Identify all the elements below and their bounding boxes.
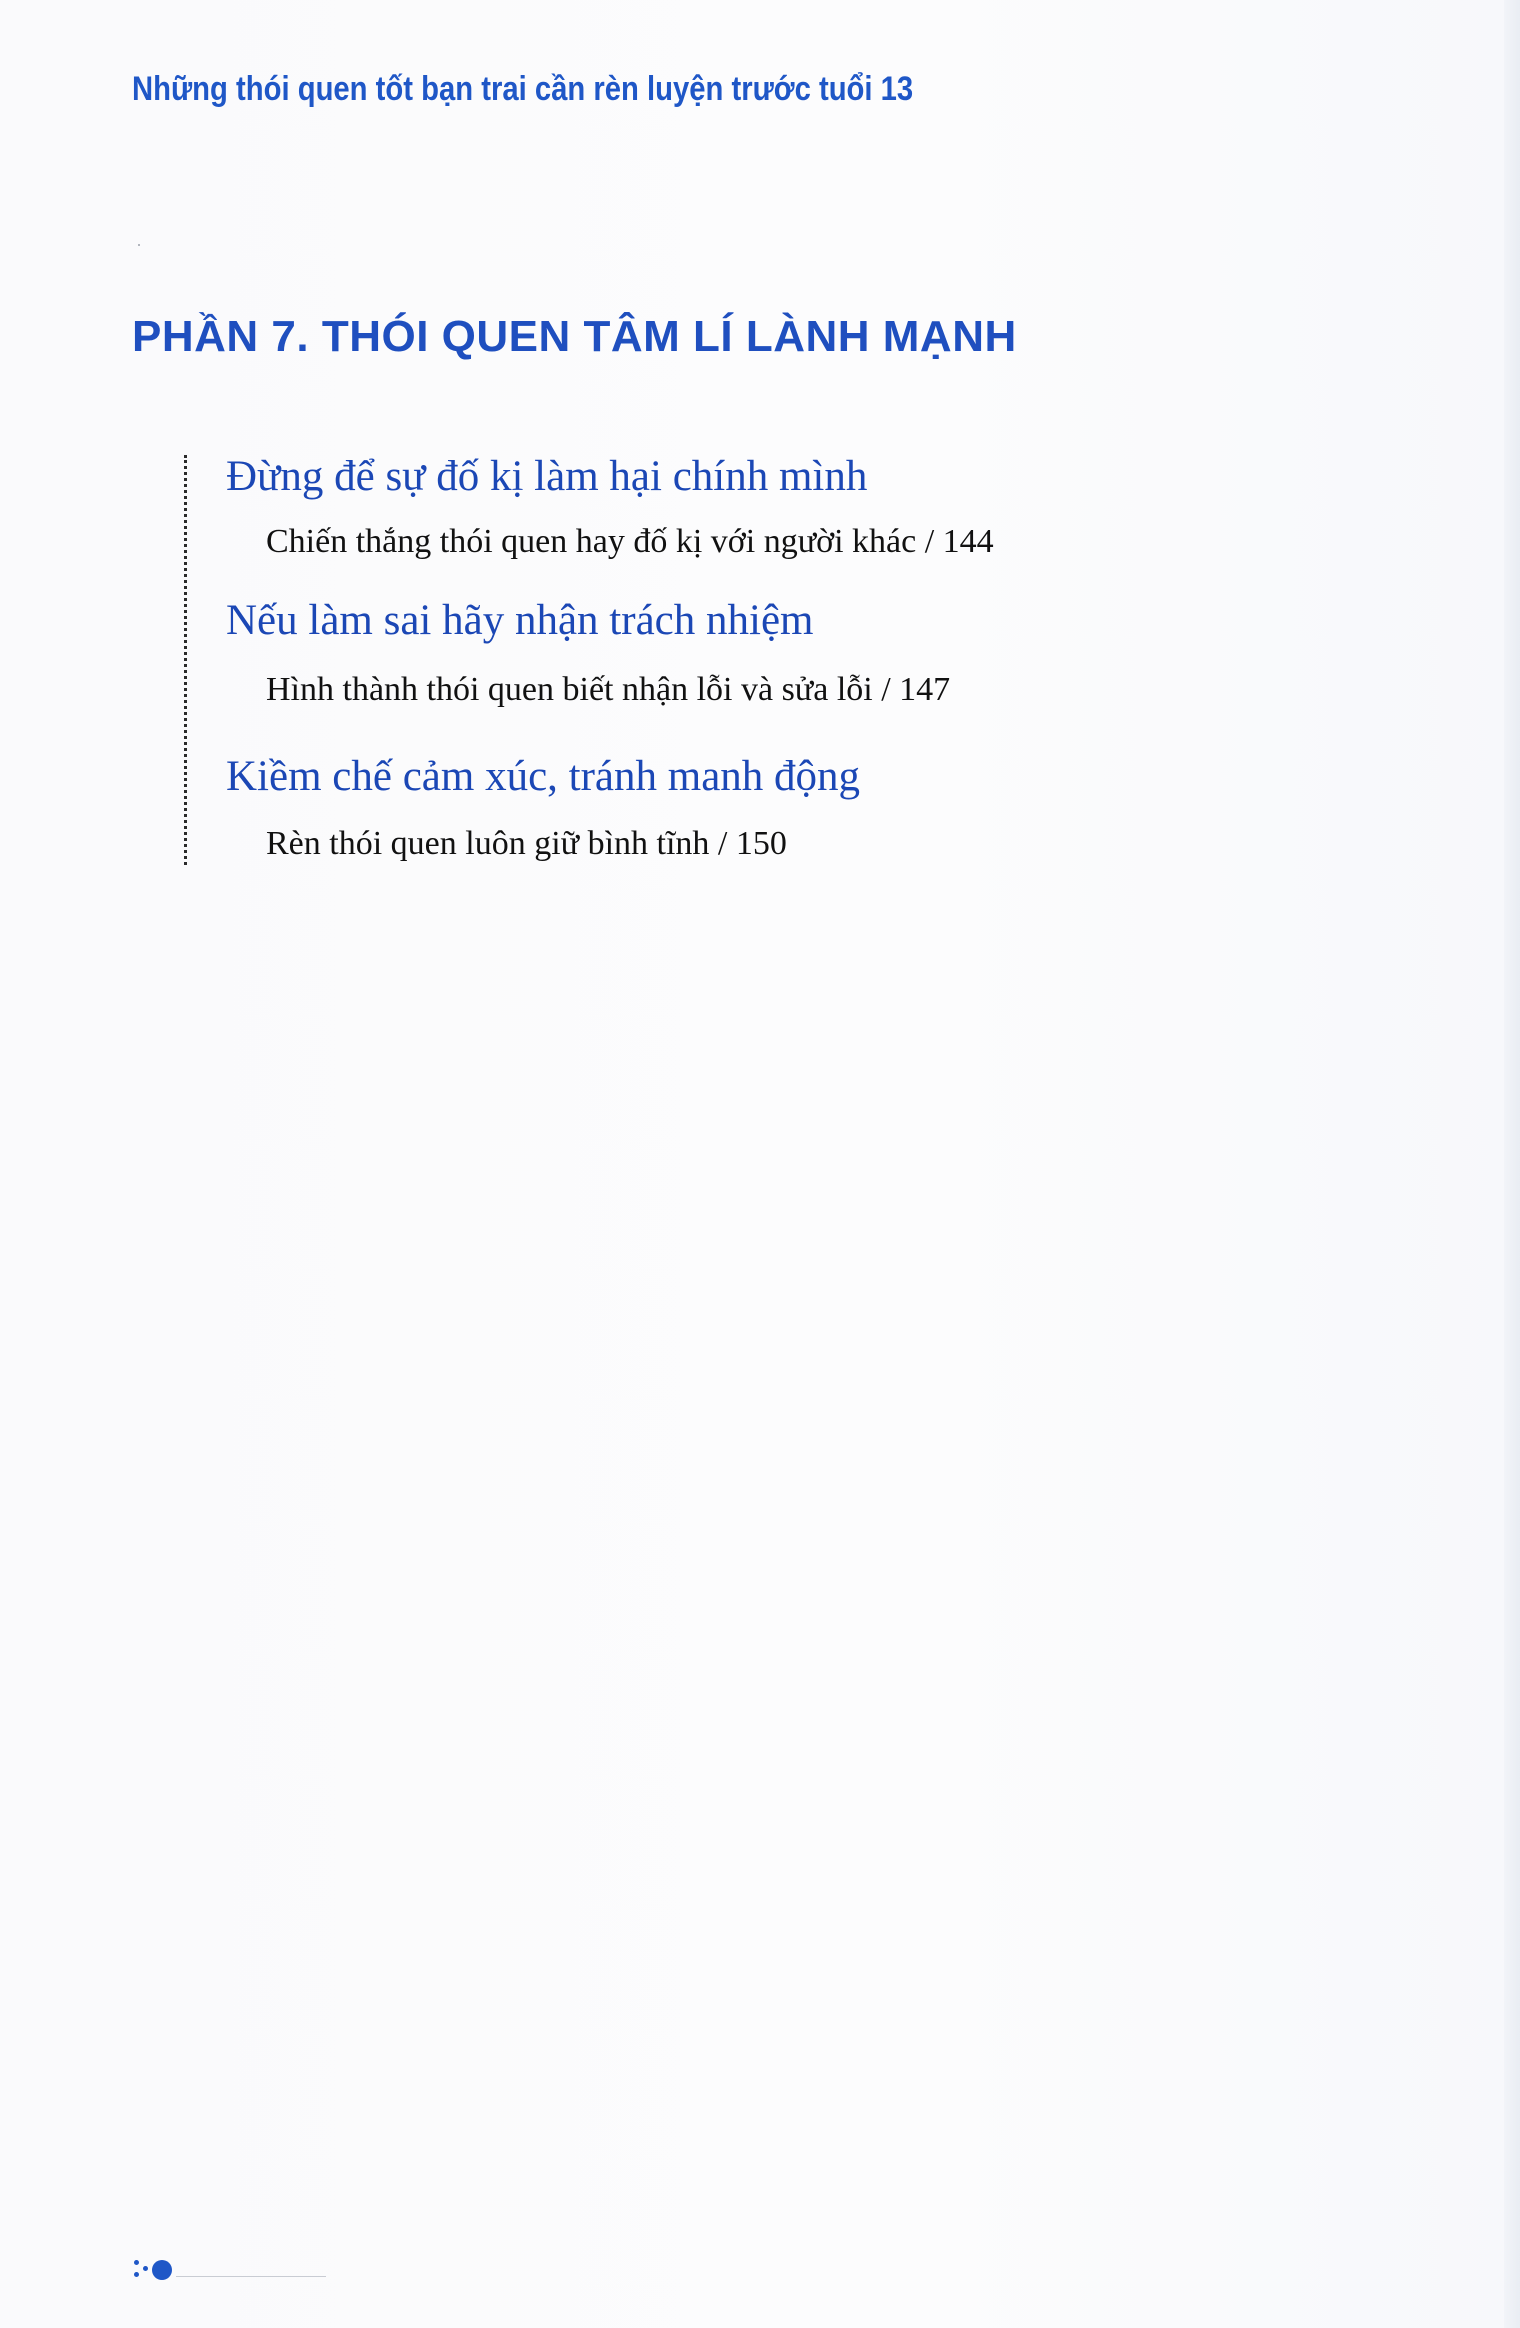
footer-ornament bbox=[132, 2252, 332, 2282]
page-edge-shadow bbox=[1504, 0, 1520, 2328]
print-speck bbox=[138, 244, 140, 246]
toc-entry-subtitle: Rèn thói quen luôn giữ bình tĩnh / 150 bbox=[266, 825, 787, 862]
toc-entry bbox=[226, 453, 994, 560]
dotted-rule bbox=[184, 455, 187, 865]
section-title: PHẦN 7. THÓI QUEN TÂM LÍ LÀNH MẠNH bbox=[132, 312, 1017, 361]
running-header: Những thói quen tốt bạn trai cần rèn luyện trước tuổi 13 bbox=[132, 70, 914, 108]
table-of-contents bbox=[184, 455, 1284, 865]
toc-entry bbox=[226, 753, 861, 862]
ornament-dot-small bbox=[134, 2260, 139, 2265]
toc-entry bbox=[226, 597, 951, 708]
toc-entry-title: Đừng để sự đố kị làm hại chính mình bbox=[226, 453, 868, 500]
ornament-dot-small bbox=[143, 2266, 148, 2271]
toc-entry-title: Nếu làm sai hãy nhận trách nhiệm bbox=[226, 597, 814, 644]
ornament-dot-small bbox=[134, 2272, 139, 2277]
toc-entry-subtitle: Chiến thắng thói quen hay đố kị với người khác / 144 bbox=[266, 523, 994, 560]
toc-entry-subtitle: Hình thành thói quen biết nhận lỗi và sửa lỗi / 147 bbox=[266, 671, 951, 708]
toc-entry-title: Kiềm chế cảm xúc, tránh manh động bbox=[226, 753, 861, 800]
ornament-dot-large bbox=[152, 2260, 172, 2280]
ornament-line bbox=[176, 2276, 326, 2277]
